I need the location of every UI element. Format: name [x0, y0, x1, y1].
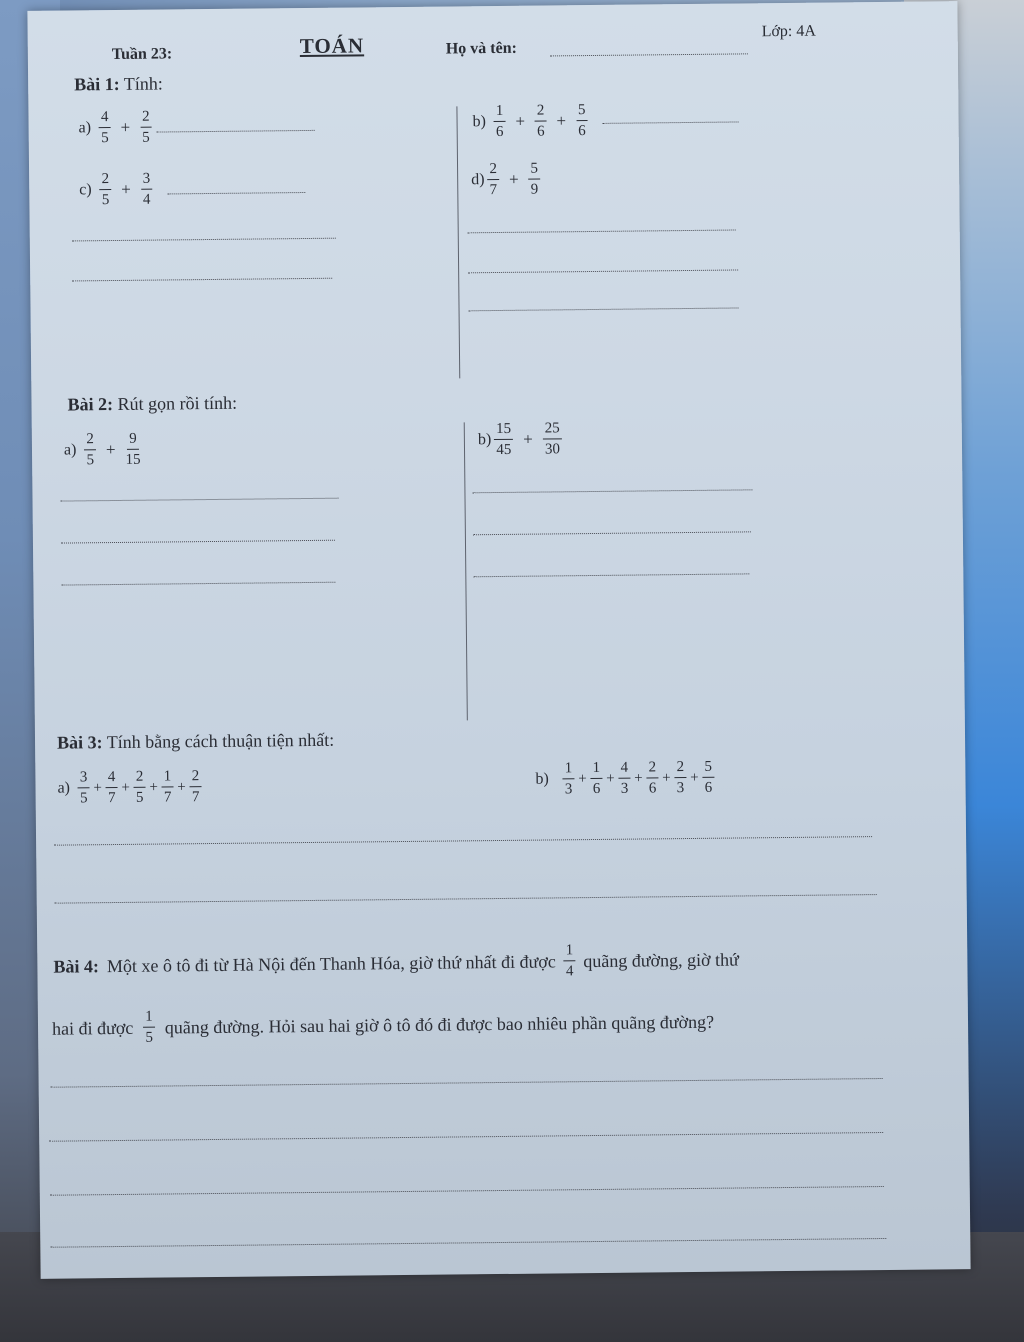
bai1-right-work-line[interactable] — [468, 269, 738, 273]
bai2-left-work-line[interactable] — [61, 582, 335, 586]
bai2-number: Bài 2: — [67, 394, 114, 415]
bai2-right-work-line[interactable] — [473, 573, 749, 577]
bai4-text-2: quãng đường, giờ thứ — [583, 949, 739, 971]
plus-sign: + — [121, 779, 130, 796]
fraction-denominator: 5 — [79, 790, 88, 807]
bai1-right-work-line[interactable] — [469, 307, 739, 311]
bai1-c-expression — [79, 172, 154, 209]
plus-sign: + — [93, 779, 103, 796]
bai1-right-work-line[interactable] — [468, 229, 736, 233]
fraction-numerator: 2 — [487, 162, 499, 180]
plus-sign: + — [634, 770, 643, 787]
fraction-numerator: 9 — [127, 432, 139, 450]
fraction-denominator: 30 — [544, 441, 561, 458]
bai1-title — [74, 73, 163, 95]
fraction — [563, 761, 575, 797]
bai3-work-line[interactable] — [54, 836, 872, 846]
bai4-work-line[interactable] — [50, 1186, 884, 1196]
fraction — [564, 943, 576, 979]
fraction-numerator: 4 — [619, 761, 631, 779]
worksheet-paper — [27, 1, 970, 1279]
fraction — [494, 422, 513, 458]
bai4-work-line[interactable] — [51, 1078, 883, 1088]
bai1-a-answer-line[interactable] — [157, 130, 315, 133]
fraction — [494, 104, 506, 140]
bai4-line2 — [52, 1004, 714, 1047]
fraction-numerator: 3 — [78, 770, 90, 788]
bai1-a-expression — [78, 110, 153, 147]
fraction-numerator: 2 — [140, 110, 152, 128]
fraction — [106, 770, 118, 806]
bai1-c-answer-line[interactable] — [167, 192, 305, 194]
fraction-numerator: 1 — [564, 943, 576, 961]
bai2-a-expression — [64, 432, 143, 469]
fraction-numerator: 2 — [647, 760, 659, 778]
bai1-left-work-line[interactable] — [72, 238, 336, 242]
bai2-left-work-line[interactable] — [61, 540, 335, 544]
bai4-text-4: quãng đường. Hỏi sau hai giờ ô tô đó đi được bao nhiêu phần quãng đường? — [164, 1011, 715, 1038]
fraction — [591, 761, 603, 797]
fraction-numerator: 1 — [591, 761, 603, 779]
week-label: Tuần 23: — [111, 45, 173, 64]
plus-sign: + — [578, 770, 587, 787]
subject-title: TOÁN — [299, 33, 365, 59]
bai2-b-label: b) — [477, 431, 492, 449]
fraction-denominator: 6 — [578, 123, 586, 140]
bai2-column-divider — [464, 422, 468, 720]
fraction-denominator: 4 — [142, 191, 151, 208]
fraction-numerator: 2 — [535, 103, 547, 121]
class-field — [762, 23, 816, 42]
name-answer-line[interactable] — [550, 53, 748, 56]
fraction — [702, 760, 714, 796]
fraction-numerator: 25 — [543, 421, 562, 439]
fraction — [125, 432, 140, 468]
fraction-numerator: 5 — [702, 760, 714, 778]
plus-sign: + — [523, 429, 533, 449]
bai4-work-line[interactable] — [50, 1238, 886, 1248]
fraction-denominator: 4 — [565, 963, 574, 980]
bai2-right-work-line[interactable] — [472, 489, 752, 493]
bai3-b-expression — [535, 760, 716, 798]
bai1-c-label: c) — [79, 181, 92, 199]
plus-sign: + — [606, 770, 615, 787]
class-label: Lớp: — [761, 22, 793, 41]
fraction-numerator: 2 — [100, 172, 112, 190]
bai1-b-answer-line[interactable] — [603, 121, 739, 123]
plus-sign: + — [177, 778, 186, 795]
fraction-numerator: 1 — [162, 769, 174, 787]
bai1-instruction: Tính: — [123, 73, 163, 94]
fraction-numerator: 2 — [674, 760, 686, 778]
fraction-denominator: 7 — [163, 789, 172, 806]
bai2-title — [67, 393, 237, 416]
bai1-b-label: b) — [472, 113, 486, 131]
fraction-numerator: 1 — [494, 104, 506, 122]
bai1-b-expression — [472, 103, 589, 140]
fraction — [134, 770, 146, 806]
fraction — [647, 760, 659, 796]
fraction-denominator: 3 — [620, 780, 629, 797]
fraction — [576, 103, 588, 139]
fraction-numerator: 3 — [141, 172, 153, 190]
fraction — [78, 770, 90, 806]
fraction-numerator: 2 — [134, 770, 146, 788]
fraction-numerator: 1 — [563, 761, 575, 779]
bai1-column-divider — [456, 106, 460, 378]
fraction-denominator: 6 — [592, 780, 601, 798]
bai1-d-label: d) — [471, 171, 485, 189]
plus-sign: + — [662, 769, 671, 786]
name-label: Họ và tên: — [445, 39, 518, 58]
fraction — [543, 421, 562, 457]
fraction-denominator: 6 — [537, 123, 545, 140]
fraction-denominator: 9 — [530, 181, 539, 198]
plus-sign: + — [690, 769, 699, 786]
fraction-denominator: 6 — [495, 123, 504, 141]
bai4-text-3: hai đi được — [51, 1017, 134, 1039]
fraction-denominator: 7 — [191, 789, 200, 806]
bai3-title — [57, 730, 334, 754]
fraction — [619, 761, 631, 797]
plus-sign: + — [508, 169, 519, 189]
plus-sign: + — [121, 179, 131, 199]
fraction-denominator: 5 — [101, 130, 109, 147]
fraction-denominator: 3 — [564, 781, 573, 798]
fraction — [141, 172, 153, 208]
fraction-denominator: 5 — [86, 452, 95, 469]
fraction-denominator: 3 — [676, 780, 685, 797]
bai3-a-expression — [57, 769, 203, 807]
bai1-left-work-line[interactable] — [72, 278, 332, 282]
fraction — [535, 103, 547, 139]
fraction — [487, 162, 499, 198]
bai2-b-expression — [478, 421, 564, 458]
bai3-work-line[interactable] — [55, 894, 877, 904]
plus-sign: + — [120, 117, 131, 137]
fraction — [190, 769, 202, 805]
fraction — [162, 769, 174, 805]
fraction-numerator: 2 — [190, 769, 202, 787]
fraction — [99, 110, 111, 146]
plus-sign: + — [556, 111, 567, 131]
fraction-numerator: 5 — [528, 162, 540, 180]
fraction-numerator: 1 — [143, 1010, 155, 1028]
bai3-b-label: b) — [535, 770, 549, 788]
fraction-denominator: 5 — [135, 789, 144, 806]
fraction-denominator: 7 — [107, 790, 116, 807]
fraction-denominator: 6 — [648, 780, 657, 797]
fraction-denominator: 45 — [496, 441, 512, 459]
fraction-denominator: 5 — [142, 129, 150, 146]
fraction — [143, 1010, 155, 1046]
fraction-numerator: 4 — [99, 110, 111, 128]
bai2-right-work-line[interactable] — [473, 531, 751, 535]
bai2-left-work-line[interactable] — [61, 498, 339, 502]
fraction-numerator: 5 — [576, 103, 588, 121]
fraction-numerator: 2 — [84, 432, 96, 450]
bai3-number: Bài 3: — [56, 732, 103, 753]
bai1-a-label: a) — [78, 119, 92, 137]
class-value: 4A — [796, 22, 816, 40]
bai1-number: Bài 1: — [74, 73, 120, 95]
fraction — [528, 162, 540, 198]
bai4-number: Bài 4: — [53, 955, 100, 977]
plus-sign: + — [105, 440, 116, 460]
fraction-denominator: 5 — [101, 192, 110, 209]
fraction-denominator: 15 — [125, 451, 141, 468]
plus-sign: + — [149, 779, 158, 796]
fraction — [674, 760, 686, 796]
bai3-a-label: a) — [57, 779, 71, 797]
fraction-numerator: 15 — [494, 422, 513, 440]
fraction — [84, 432, 96, 468]
plus-sign: + — [515, 111, 526, 131]
fraction — [140, 110, 152, 146]
fraction — [100, 172, 112, 208]
bai4-work-line[interactable] — [49, 1132, 883, 1142]
bai4-text-1: Một xe ô tô đi từ Hà Nội đến Thanh Hóa, giờ thứ nhất đi được — [106, 950, 556, 976]
fraction-numerator: 4 — [106, 770, 118, 788]
bai2-instruction: Rút gọn rồi tính: — [117, 392, 238, 414]
fraction-denominator: 6 — [704, 779, 713, 796]
bai4-line1 — [53, 942, 739, 985]
fraction-denominator: 5 — [145, 1029, 153, 1046]
fraction-denominator: 7 — [489, 181, 498, 199]
bai1-d-expression — [471, 162, 542, 199]
bai2-a-label: a) — [63, 441, 77, 459]
bai3-instruction: Tính bằng cách thuận tiện nhất: — [106, 729, 335, 753]
